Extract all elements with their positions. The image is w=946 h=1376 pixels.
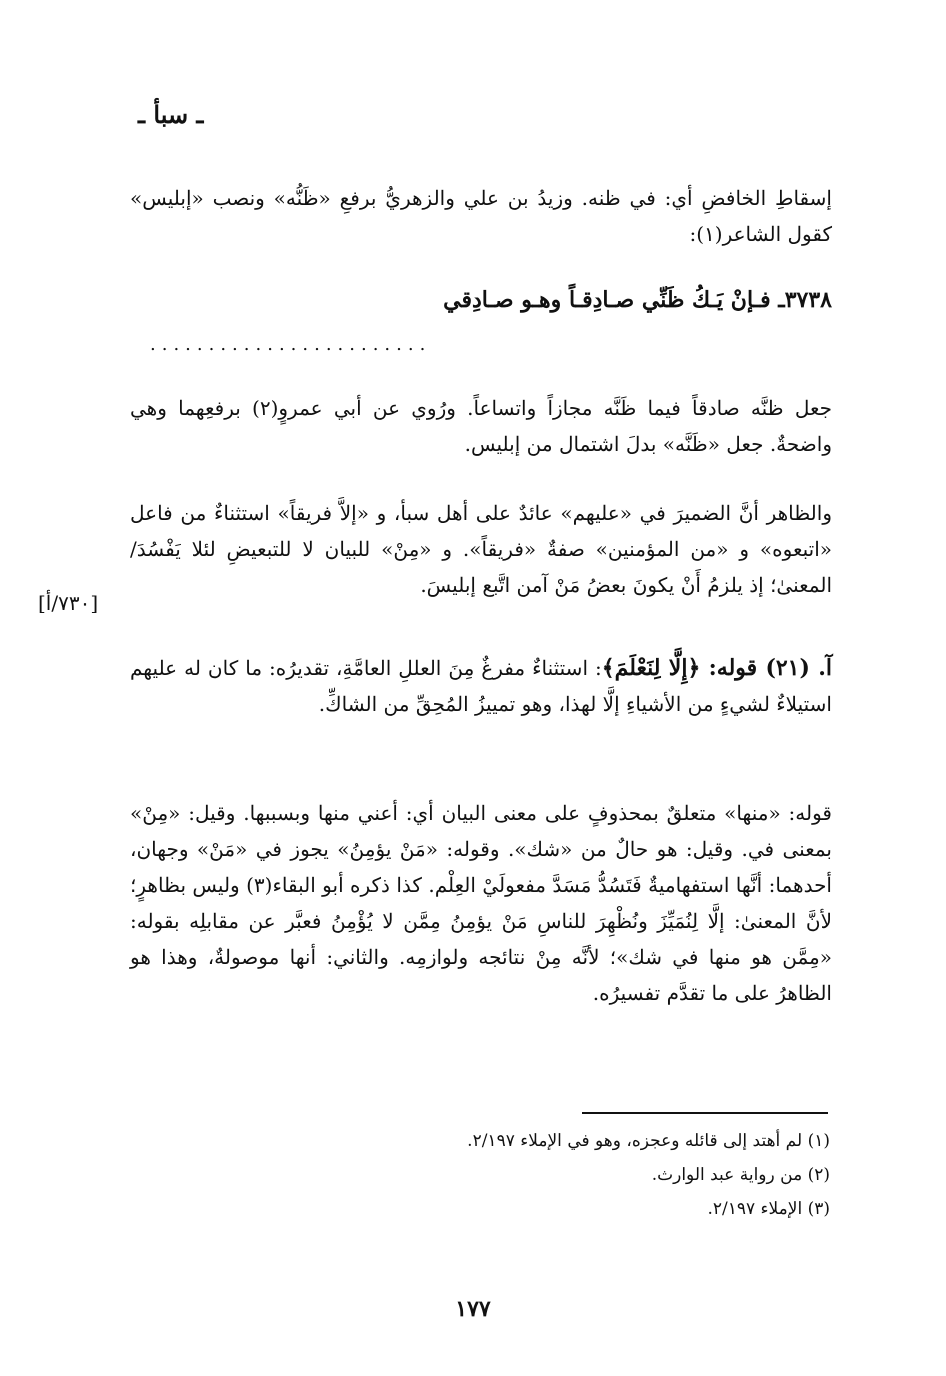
footnote-2: (٢) من رواية عبد الوارث. (651, 1165, 830, 1185)
paragraph-1: إسقاطِ الخافضِ أي: في ظنه. وزيدُ بن علي والزهريُّ برفعِ «ظَنُّه» ونصب «إبليس» كقول الشاعر(١): (130, 186, 832, 246)
footnote-divider (582, 1112, 828, 1114)
poetry-verse: ٣٧٣٨ـ فـإنْ يَـكُ ظَنِّي صـادِقـاً وهـو صـادِقي (443, 287, 832, 313)
paragraph-5: قوله: «منها» متعلقٌ بمحذوفٍ على معنى البيان أي: أعني منها وبسببها. وقيل: «مِنْ» بمعنى في. وقيل: هو حالٌ من «شك». وقوله: «مَنْ يؤمِنُ» يجوز في «مَنْ» وجهان، أحدهما: أنَّها استفهاميةٌ فَتَسُدُّ مَسَدَّ مفعولَيْ العِلْم. كذا ذكره أبو البقاء(٣) وليس بظاهرٍ؛ لأنَّ المعنىٰ: إلَّا لِنُمَيِّزَ ونُظْهِرَ للناسِ مَنْ يؤمِنُ مِمَّن لا يُؤْمِنُ فعبَّر عن مقابلِه بقوله: «مِمَّن هو منها في شك»؛ لأنَّه مِنْ نتائجه ولوازمِه. والثاني: أنها موصولةٌ، وهذا هو الظاهرُ على ما تقدَّم تفسيرُه. (130, 801, 832, 1005)
manuscript-folio-ref: [٧٣٠/أ] (38, 591, 99, 615)
paragraph-4 (130, 650, 832, 722)
page-number: ١٧٧ (455, 1296, 491, 1322)
paragraph-2: جعل ظنَّه صادقاً فيما ظَنَّه مجازاً واتساعاً. ورُوي عن أبي عمروٍ(٢) برفعِهما وهي واضحةٌ. جعل «ظَنَّه» بدلَ اشتمال من إبليس. (130, 396, 832, 456)
footnote-3: (٣) الإملاء ٢/١٩٧. (707, 1199, 830, 1219)
running-header: ـ سبأ ـ (138, 100, 204, 129)
verse-ellipsis: ........................ (150, 334, 432, 355)
paragraph-4-text: : استثناءٌ مفرغٌ مِنَ العللِ العامَّةِ، تقديرُه: ما كان له عليهم استيلاءٌ لشيءٍ من الأشياءِ إلَّا لهذا، وهو تمييزُ المُحِقِّ من الشاكِّ. (130, 656, 832, 716)
footnote-1: (١) لم أهتد إلى قائله وعجزه، وهو في الإملاء ٢/١٩٧. (467, 1131, 830, 1151)
footnotes (300, 1124, 830, 1226)
paragraph-3: والظاهر أنَّ الضميرَ في «عليهم» عائدٌ على أهل سبأ، و «إلاَّ فريقاً» استثناءٌ من فاعل «اتبعوه» و «من المؤمنين» صفةٌ «فريقاً». و «مِنْ» للبيان لا للتبعيضِ لئلا يَفْسُدَ/ المعنىٰ؛ إذ يلزمُ أَنْ يكونَ بعضُ مَنْ آمن اتَّبع إبليسَ. (130, 501, 832, 597)
verse-heading: آ. (٢١) قوله: ﴿إِلَّا لِنَعْلَمَ﴾ (601, 655, 832, 681)
